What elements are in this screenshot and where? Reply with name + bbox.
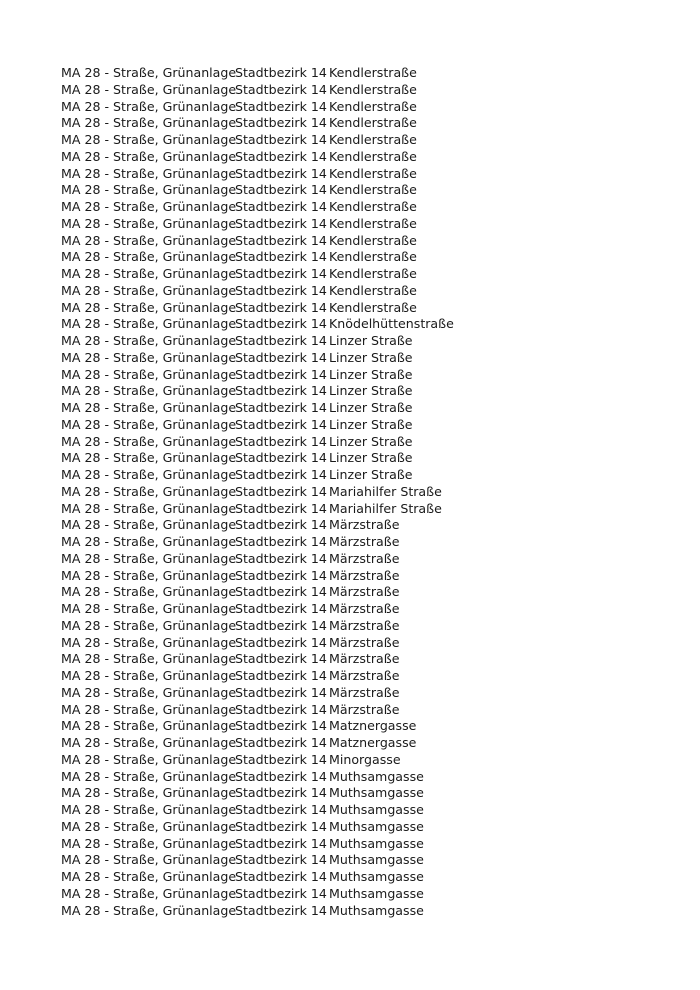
department-cell: MA 28 - Straße, Grünanlage: [61, 316, 237, 332]
district-cell: Stadtbezirk 14: [235, 651, 327, 667]
district-cell: Stadtbezirk 14: [235, 115, 327, 131]
district-cell: Stadtbezirk 14: [235, 266, 327, 281]
district-cell: Stadtbezirk 14: [235, 668, 327, 683]
department-cell: MA 28 - Straße, Grünanlage: [61, 349, 237, 365]
table-row: [61, 836, 489, 853]
district-cell: Stadtbezirk 14: [235, 98, 327, 114]
street-cell: Muthsamgasse: [329, 869, 424, 884]
table-row: [61, 182, 489, 199]
department-cell: MA 28 - Straße, Grünanlage: [61, 885, 237, 901]
table-row: [61, 82, 489, 99]
department-cell: MA 28 - Straße, Grünanlage: [61, 483, 237, 499]
table-row: [61, 149, 489, 166]
street-cell: Muthsamgasse: [329, 835, 424, 851]
table-row: [61, 249, 489, 266]
street-cell: Kendlerstraße: [329, 182, 417, 198]
table-row: [61, 199, 489, 216]
department-cell: MA 28 - Straße, Grünanlage: [61, 249, 237, 265]
department-cell: MA 28 - Straße, Grünanlage: [61, 232, 237, 248]
district-cell: Stadtbezirk 14: [235, 132, 327, 147]
district-cell: Stadtbezirk 14: [235, 148, 327, 164]
table-row: [61, 769, 489, 786]
street-cell: Märzstraße: [329, 617, 400, 633]
street-cell: Kendlerstraße: [329, 132, 417, 147]
street-cell: Linzer Straße: [329, 349, 413, 365]
street-cell: Märzstraße: [329, 668, 400, 683]
district-cell: Stadtbezirk 14: [235, 550, 327, 566]
street-cell: Kendlerstraße: [329, 165, 417, 181]
table-row: [61, 333, 489, 350]
department-cell: MA 28 - Straße, Grünanlage: [61, 165, 237, 181]
district-cell: Stadtbezirk 14: [235, 232, 327, 248]
department-cell: MA 28 - Straße, Grünanlage: [61, 668, 237, 683]
district-cell: Stadtbezirk 14: [235, 333, 327, 348]
district-cell: Stadtbezirk 14: [235, 249, 327, 265]
department-cell: MA 28 - Straße, Grünanlage: [61, 383, 237, 399]
street-cell: Linzer Straße: [329, 400, 413, 415]
department-cell: MA 28 - Straße, Grünanlage: [61, 450, 237, 466]
district-cell: Stadtbezirk 14: [235, 584, 327, 600]
department-cell: MA 28 - Straße, Grünanlage: [61, 634, 237, 650]
table-row: [61, 735, 489, 752]
department-cell: MA 28 - Straße, Grünanlage: [61, 550, 237, 566]
street-cell: Märzstraße: [329, 567, 400, 583]
table-row: [61, 752, 489, 769]
district-cell: Stadtbezirk 14: [235, 869, 327, 884]
street-cell: Kendlerstraße: [329, 115, 417, 131]
district-cell: Stadtbezirk 14: [235, 416, 327, 432]
department-cell: MA 28 - Straße, Grünanlage: [61, 299, 237, 315]
street-cell: Märzstraße: [329, 684, 400, 700]
street-cell: Linzer Straße: [329, 383, 413, 399]
street-cell: Minorgasse: [329, 751, 401, 767]
table-row: [61, 702, 489, 719]
street-cell: Matznergasse: [329, 718, 417, 734]
street-cell: Muthsamgasse: [329, 785, 424, 801]
district-cell: Stadtbezirk 14: [235, 735, 327, 750]
department-cell: MA 28 - Straße, Grünanlage: [61, 651, 237, 667]
table-row: [61, 367, 489, 384]
table-row: [61, 869, 489, 886]
table-row: [61, 551, 489, 568]
table-row: [61, 852, 489, 869]
table-row: [61, 132, 489, 149]
table-row: [61, 819, 489, 836]
district-cell: Stadtbezirk 14: [235, 768, 327, 784]
district-cell: Stadtbezirk 14: [235, 65, 327, 80]
table-row: [61, 802, 489, 819]
department-cell: MA 28 - Straße, Grünanlage: [61, 835, 237, 851]
table-row: [61, 316, 489, 333]
department-cell: MA 28 - Straße, Grünanlage: [61, 132, 237, 147]
street-cell: Kendlerstraße: [329, 98, 417, 114]
table-row: [61, 651, 489, 668]
department-cell: MA 28 - Straße, Grünanlage: [61, 282, 237, 298]
district-cell: Stadtbezirk 14: [235, 316, 327, 332]
district-cell: Stadtbezirk 14: [235, 852, 327, 868]
table-row: [61, 300, 489, 317]
district-cell: Stadtbezirk 14: [235, 902, 327, 918]
department-cell: MA 28 - Straße, Grünanlage: [61, 802, 237, 817]
district-cell: Stadtbezirk 14: [235, 802, 327, 817]
street-list-table: [61, 65, 489, 919]
district-cell: Stadtbezirk 14: [235, 299, 327, 315]
table-row: [61, 233, 489, 250]
district-cell: Stadtbezirk 14: [235, 751, 327, 767]
table-row: [61, 65, 489, 82]
department-cell: MA 28 - Straße, Grünanlage: [61, 735, 237, 750]
street-cell: Linzer Straße: [329, 366, 413, 382]
street-cell: Linzer Straße: [329, 433, 413, 449]
district-cell: Stadtbezirk 14: [235, 81, 327, 97]
street-cell: Linzer Straße: [329, 416, 413, 432]
table-row: [61, 584, 489, 601]
district-cell: Stadtbezirk 14: [235, 433, 327, 449]
district-cell: Stadtbezirk 14: [235, 785, 327, 801]
street-cell: Linzer Straße: [329, 333, 413, 348]
district-cell: Stadtbezirk 14: [235, 701, 327, 717]
department-cell: MA 28 - Straße, Grünanlage: [61, 433, 237, 449]
district-cell: Stadtbezirk 14: [235, 517, 327, 533]
street-cell: Kendlerstraße: [329, 199, 417, 214]
table-row: [61, 718, 489, 735]
street-cell: Märzstraße: [329, 534, 400, 549]
district-cell: Stadtbezirk 14: [235, 634, 327, 650]
district-cell: Stadtbezirk 14: [235, 199, 327, 214]
street-cell: Matznergasse: [329, 735, 417, 750]
department-cell: MA 28 - Straße, Grünanlage: [61, 416, 237, 432]
table-row: [61, 383, 489, 400]
district-cell: Stadtbezirk 14: [235, 366, 327, 382]
department-cell: MA 28 - Straße, Grünanlage: [61, 81, 237, 97]
district-cell: Stadtbezirk 14: [235, 467, 327, 482]
department-cell: MA 28 - Straße, Grünanlage: [61, 115, 237, 131]
department-cell: MA 28 - Straße, Grünanlage: [61, 785, 237, 801]
street-cell: Muthsamgasse: [329, 852, 424, 868]
district-cell: Stadtbezirk 14: [235, 215, 327, 231]
department-cell: MA 28 - Straße, Grünanlage: [61, 617, 237, 633]
department-cell: MA 28 - Straße, Grünanlage: [61, 517, 237, 533]
table-row: [61, 350, 489, 367]
street-cell: Mariahilfer Straße: [329, 500, 442, 516]
department-cell: MA 28 - Straße, Grünanlage: [61, 852, 237, 868]
table-row: [61, 417, 489, 434]
department-cell: MA 28 - Straße, Grünanlage: [61, 266, 237, 281]
street-cell: Kendlerstraße: [329, 148, 417, 164]
table-row: [61, 450, 489, 467]
street-cell: Märzstraße: [329, 550, 400, 566]
district-cell: Stadtbezirk 14: [235, 617, 327, 633]
table-row: [61, 685, 489, 702]
department-cell: MA 28 - Straße, Grünanlage: [61, 467, 237, 482]
district-cell: Stadtbezirk 14: [235, 349, 327, 365]
table-row: [61, 517, 489, 534]
street-cell: Märzstraße: [329, 701, 400, 717]
district-cell: Stadtbezirk 14: [235, 885, 327, 901]
table-row: [61, 618, 489, 635]
street-cell: Muthsamgasse: [329, 902, 424, 918]
department-cell: MA 28 - Straße, Grünanlage: [61, 684, 237, 700]
street-cell: Kendlerstraße: [329, 232, 417, 248]
district-cell: Stadtbezirk 14: [235, 601, 327, 616]
district-cell: Stadtbezirk 14: [235, 483, 327, 499]
district-cell: Stadtbezirk 14: [235, 534, 327, 549]
street-cell: Kendlerstraße: [329, 81, 417, 97]
department-cell: MA 28 - Straße, Grünanlage: [61, 718, 237, 734]
table-row: [61, 886, 489, 903]
street-cell: Märzstraße: [329, 634, 400, 650]
department-cell: MA 28 - Straße, Grünanlage: [61, 333, 237, 348]
street-cell: Kendlerstraße: [329, 266, 417, 281]
department-cell: MA 28 - Straße, Grünanlage: [61, 534, 237, 549]
table-row: [61, 501, 489, 518]
table-row: [61, 99, 489, 116]
department-cell: MA 28 - Straße, Grünanlage: [61, 567, 237, 583]
street-cell: Linzer Straße: [329, 450, 413, 466]
street-cell: Kendlerstraße: [329, 299, 417, 315]
street-cell: Muthsamgasse: [329, 768, 424, 784]
department-cell: MA 28 - Straße, Grünanlage: [61, 584, 237, 600]
street-cell: Kendlerstraße: [329, 215, 417, 231]
department-cell: MA 28 - Straße, Grünanlage: [61, 65, 237, 80]
table-row: [61, 166, 489, 183]
district-cell: Stadtbezirk 14: [235, 835, 327, 851]
street-cell: Märzstraße: [329, 584, 400, 600]
table-row: [61, 467, 489, 484]
department-cell: MA 28 - Straße, Grünanlage: [61, 869, 237, 884]
table-row: [61, 216, 489, 233]
street-cell: Kendlerstraße: [329, 282, 417, 298]
table-row: [61, 400, 489, 417]
district-cell: Stadtbezirk 14: [235, 818, 327, 834]
table-row: [61, 283, 489, 300]
street-cell: Kendlerstraße: [329, 249, 417, 265]
district-cell: Stadtbezirk 14: [235, 500, 327, 516]
street-cell: Muthsamgasse: [329, 802, 424, 817]
table-row: [61, 785, 489, 802]
department-cell: MA 28 - Straße, Grünanlage: [61, 751, 237, 767]
table-row: [61, 266, 489, 283]
street-cell: Knödelhüttenstraße: [329, 316, 454, 332]
street-cell: Märzstraße: [329, 601, 400, 616]
department-cell: MA 28 - Straße, Grünanlage: [61, 366, 237, 382]
department-cell: MA 28 - Straße, Grünanlage: [61, 701, 237, 717]
table-row: [61, 534, 489, 551]
table-row: [61, 115, 489, 132]
street-cell: Mariahilfer Straße: [329, 483, 442, 499]
department-cell: MA 28 - Straße, Grünanlage: [61, 98, 237, 114]
district-cell: Stadtbezirk 14: [235, 718, 327, 734]
table-row: [61, 434, 489, 451]
district-cell: Stadtbezirk 14: [235, 567, 327, 583]
district-cell: Stadtbezirk 14: [235, 165, 327, 181]
street-cell: Muthsamgasse: [329, 885, 424, 901]
street-cell: Märzstraße: [329, 517, 400, 533]
department-cell: MA 28 - Straße, Grünanlage: [61, 500, 237, 516]
district-cell: Stadtbezirk 14: [235, 400, 327, 415]
department-cell: MA 28 - Straße, Grünanlage: [61, 768, 237, 784]
district-cell: Stadtbezirk 14: [235, 182, 327, 198]
district-cell: Stadtbezirk 14: [235, 282, 327, 298]
department-cell: MA 28 - Straße, Grünanlage: [61, 902, 237, 918]
district-cell: Stadtbezirk 14: [235, 684, 327, 700]
street-cell: Kendlerstraße: [329, 65, 417, 80]
table-row: [61, 903, 489, 920]
department-cell: MA 28 - Straße, Grünanlage: [61, 601, 237, 616]
department-cell: MA 28 - Straße, Grünanlage: [61, 199, 237, 214]
street-cell: Linzer Straße: [329, 467, 413, 482]
department-cell: MA 28 - Straße, Grünanlage: [61, 818, 237, 834]
department-cell: MA 28 - Straße, Grünanlage: [61, 400, 237, 415]
table-row: [61, 601, 489, 618]
department-cell: MA 28 - Straße, Grünanlage: [61, 182, 237, 198]
street-cell: Muthsamgasse: [329, 818, 424, 834]
table-row: [61, 568, 489, 585]
department-cell: MA 28 - Straße, Grünanlage: [61, 215, 237, 231]
district-cell: Stadtbezirk 14: [235, 383, 327, 399]
district-cell: Stadtbezirk 14: [235, 450, 327, 466]
table-row: [61, 635, 489, 652]
street-cell: Märzstraße: [329, 651, 400, 667]
table-row: [61, 484, 489, 501]
table-row: [61, 668, 489, 685]
department-cell: MA 28 - Straße, Grünanlage: [61, 148, 237, 164]
